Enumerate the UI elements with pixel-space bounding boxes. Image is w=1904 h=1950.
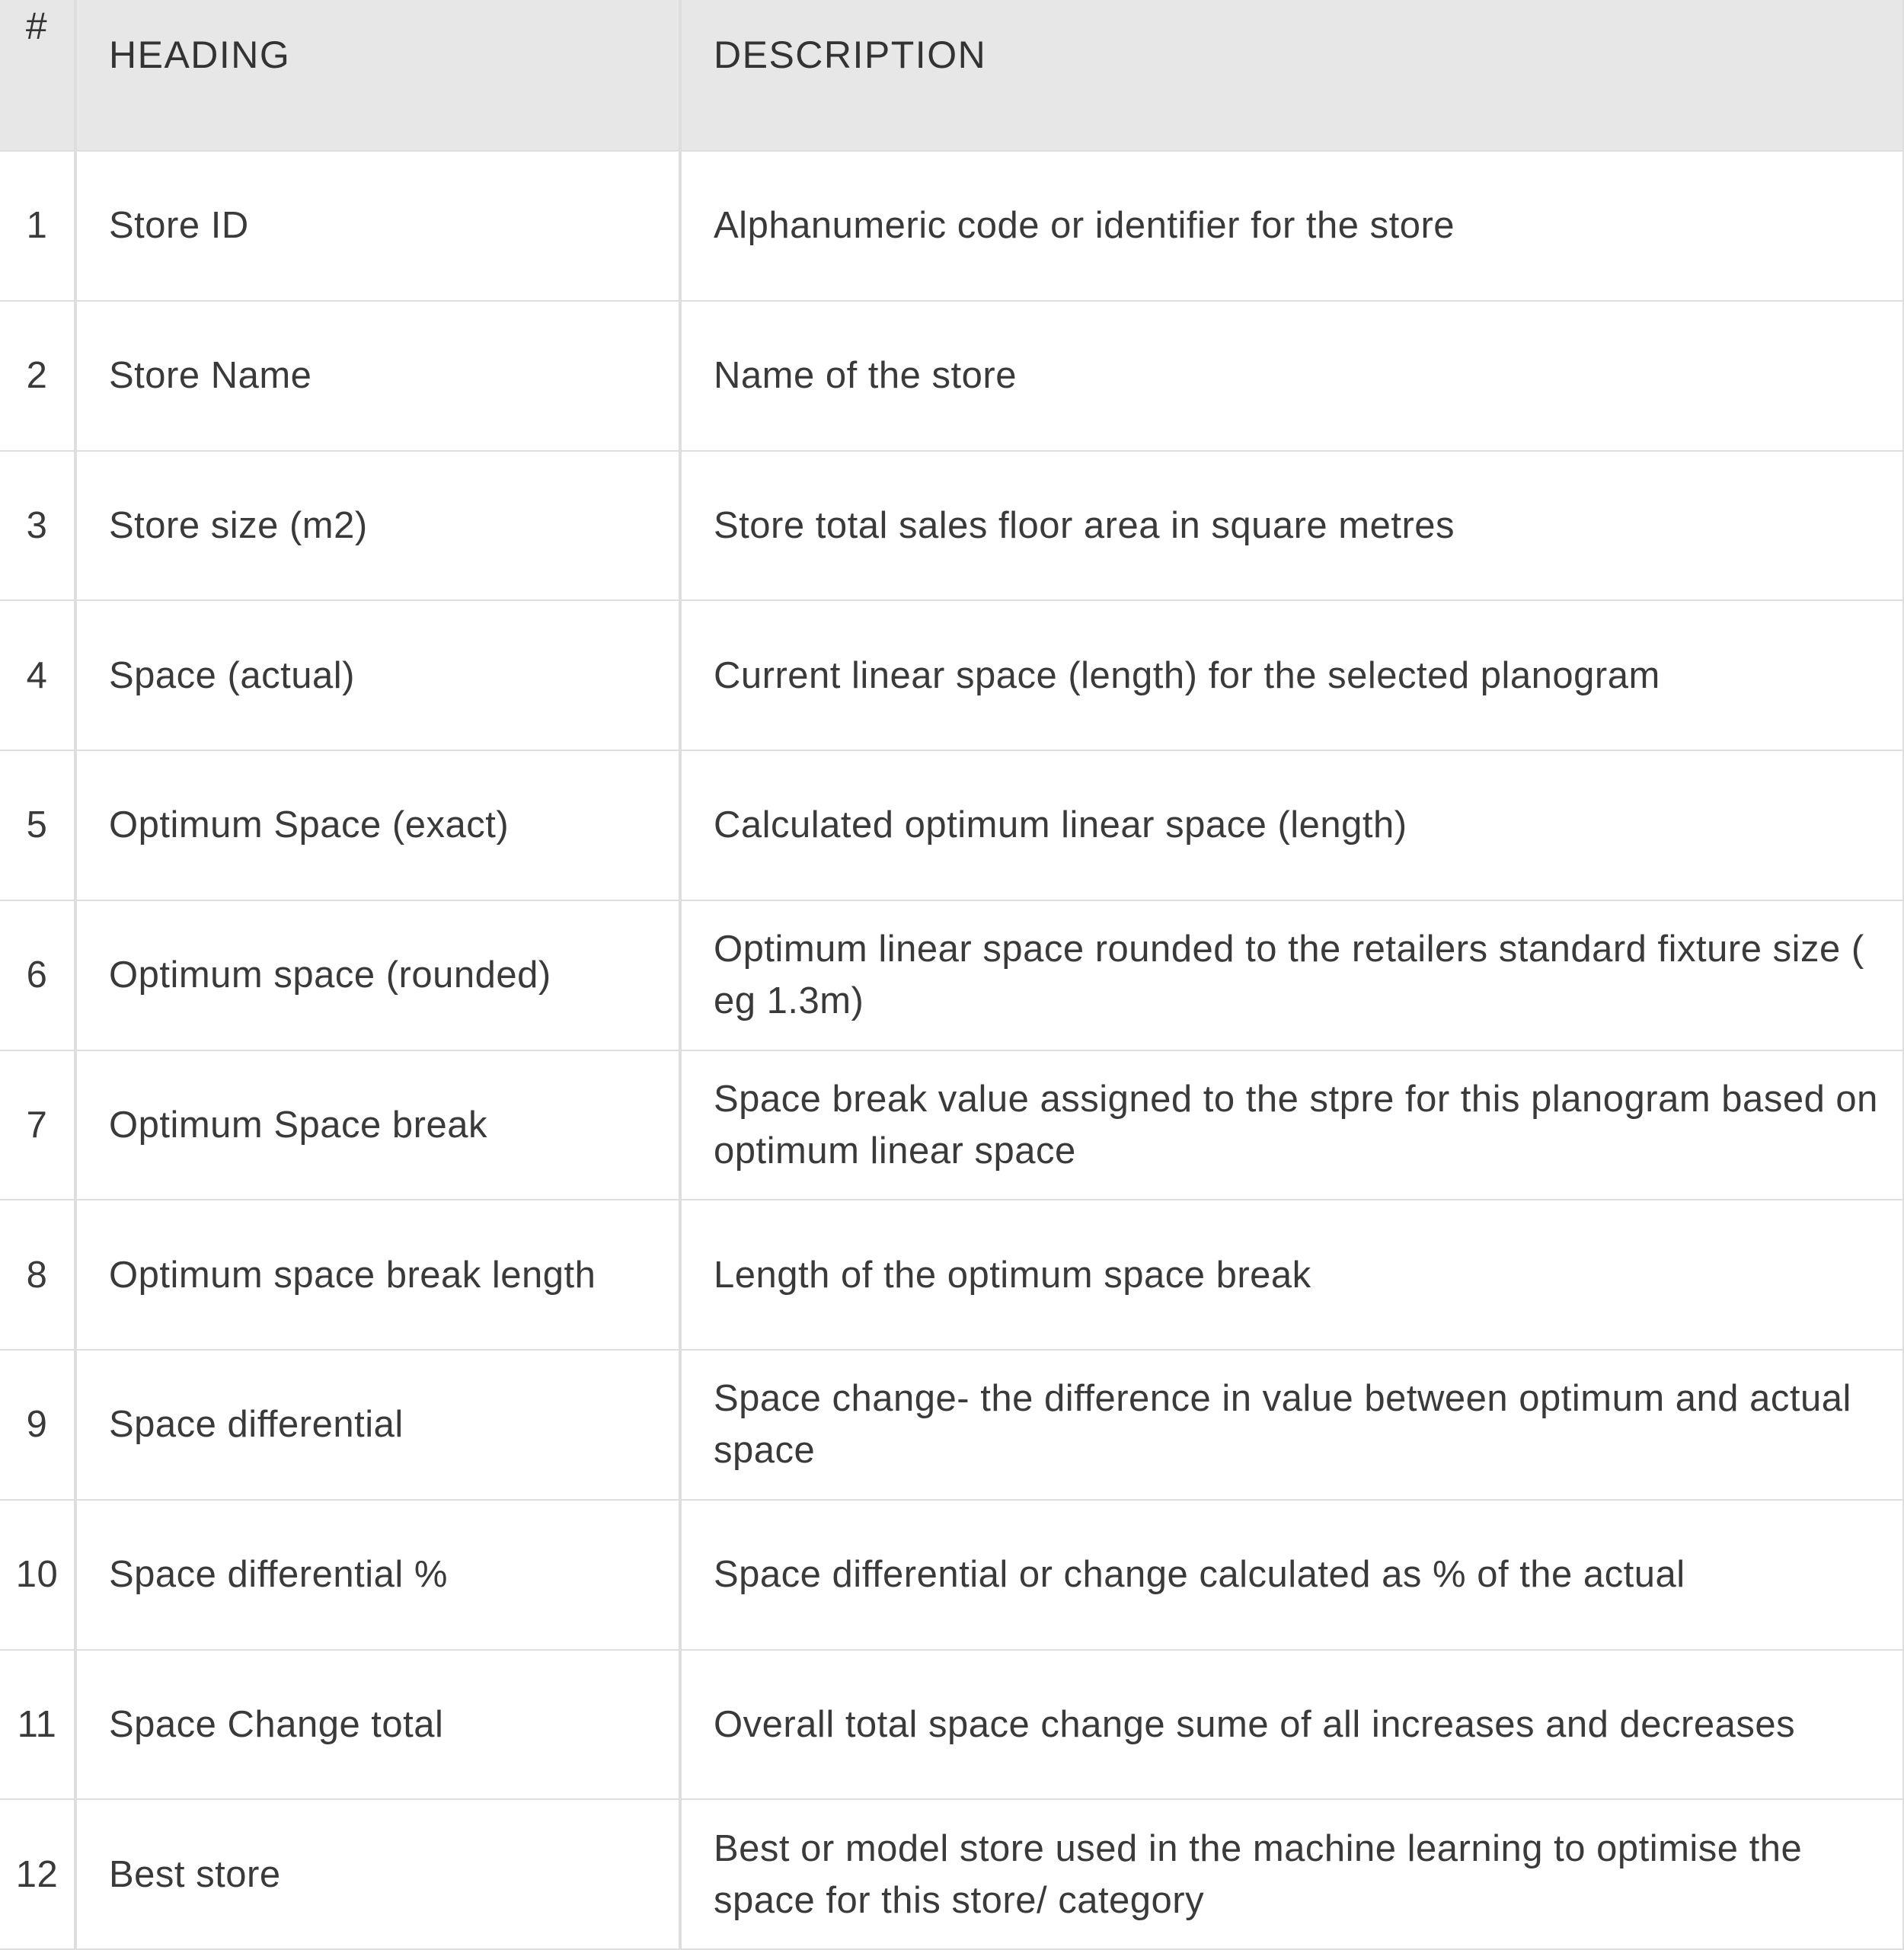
column-header-number: # — [0, 0, 77, 152]
column-header-description: DESCRIPTION — [682, 0, 1904, 152]
row-heading: Store Name — [77, 302, 682, 452]
row-number: 10 — [0, 1501, 77, 1651]
row-heading: Best store — [77, 1800, 682, 1950]
row-description-text: Current linear space (length) for the selected planogram — [714, 654, 1660, 696]
row-number: 11 — [0, 1651, 77, 1801]
row-heading: Space differential — [77, 1351, 682, 1501]
row-heading: Optimum space (rounded) — [77, 901, 682, 1051]
row-description — [682, 302, 1904, 452]
row-number: 1 — [0, 152, 77, 302]
row-description — [682, 152, 1904, 302]
row-number: 2 — [0, 302, 77, 452]
row-heading: Optimum Space (exact) — [77, 751, 682, 901]
row-description-text: Length of the optimum space break — [714, 1254, 1311, 1296]
row-description-text: Space differential or change calculated as % of the actual — [714, 1554, 1685, 1596]
row-heading: Store size (m2) — [77, 452, 682, 602]
row-description-text: Name of the store — [714, 355, 1017, 397]
row-description-text: Store total sales floor area in square metres — [714, 504, 1455, 546]
column-header-heading: HEADING — [77, 0, 682, 152]
row-description — [682, 1651, 1904, 1801]
row-description — [682, 1800, 1904, 1950]
row-description-text: Calculated optimum linear space (length) — [714, 804, 1407, 846]
row-description-text: Optimum linear space rounded to the retailers standard fixture size ( eg 1.3m) — [714, 929, 1864, 1022]
row-description-text: Best or model store used in the machine learning to optimise the space for this store/ category — [714, 1827, 1803, 1921]
row-heading: Store ID — [77, 152, 682, 302]
row-number: 9 — [0, 1351, 77, 1501]
row-description-text: Alphanumeric code or identifier for the store — [714, 205, 1455, 247]
row-number: 3 — [0, 452, 77, 602]
row-number: 7 — [0, 1051, 77, 1201]
row-description — [682, 751, 1904, 901]
row-description-text: Overall total space change sume of all increases and decreases — [714, 1703, 1796, 1745]
row-number: 12 — [0, 1800, 77, 1950]
row-heading: Space differential % — [77, 1501, 682, 1651]
row-heading: Space (actual) — [77, 601, 682, 751]
row-description — [682, 452, 1904, 602]
row-description — [682, 1351, 1904, 1501]
row-number: 5 — [0, 751, 77, 901]
row-number: 6 — [0, 901, 77, 1051]
row-description — [682, 901, 1904, 1051]
row-description — [682, 1501, 1904, 1651]
row-description — [682, 1051, 1904, 1201]
row-description — [682, 1200, 1904, 1351]
row-description — [682, 601, 1904, 751]
row-heading: Optimum Space break — [77, 1051, 682, 1201]
row-number: 8 — [0, 1200, 77, 1351]
row-heading: Space Change total — [77, 1651, 682, 1801]
row-heading: Optimum space break length — [77, 1200, 682, 1351]
row-description-text: Space change- the difference in value between optimum and actual space — [714, 1378, 1851, 1472]
row-description-text: Space break value assigned to the stpre for this planogram based on optimum linear space — [714, 1078, 1878, 1172]
row-number: 4 — [0, 601, 77, 751]
